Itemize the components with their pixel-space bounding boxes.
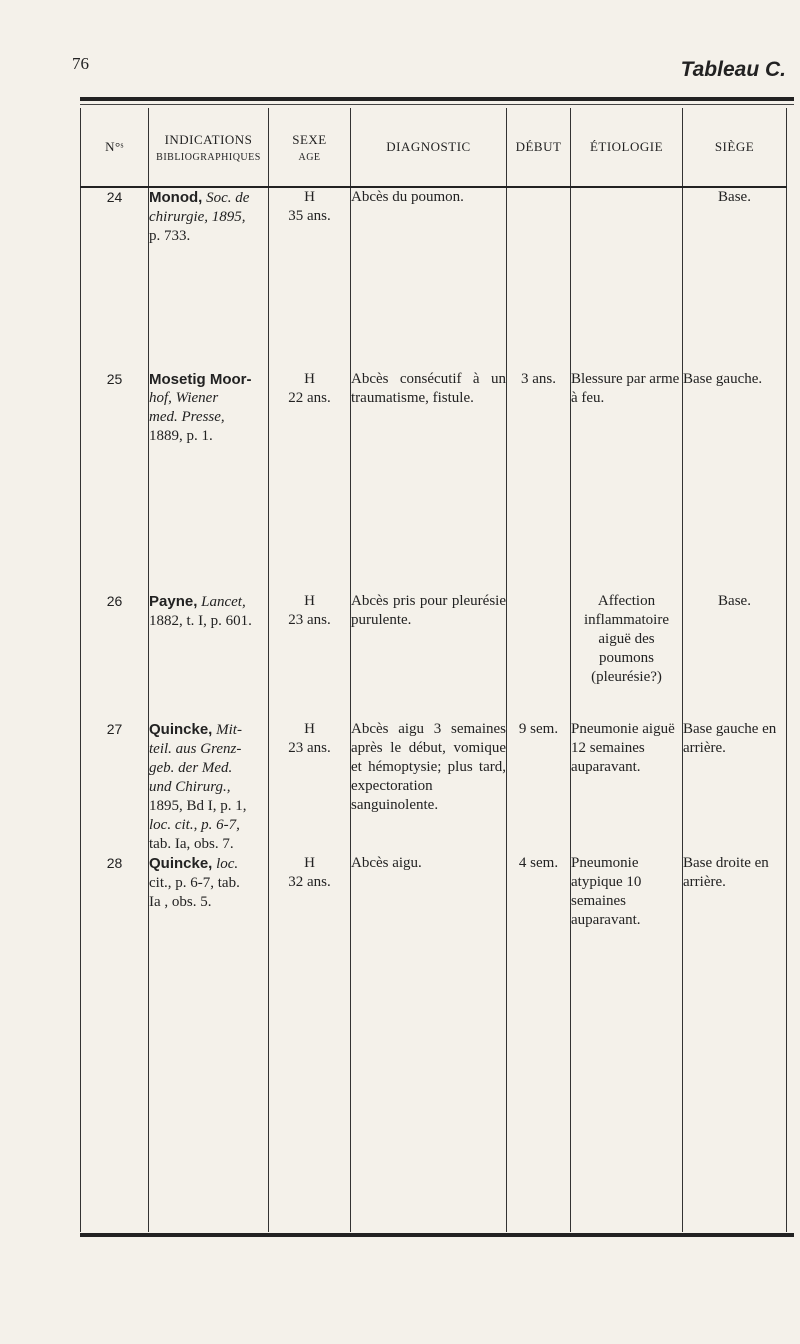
header-age-label: AGE <box>298 151 321 163</box>
author: Quincke, <box>149 721 213 738</box>
sexe: H <box>304 189 315 205</box>
debut: 9 sem. <box>507 720 571 854</box>
age: 32 ans. <box>288 874 331 890</box>
reference-line: loc. cit., p. 6-7, <box>149 817 240 833</box>
reference-line: und Chirurg., <box>149 779 231 795</box>
reference-line: hof, Wiener <box>149 390 219 406</box>
case-number: 28 <box>81 854 149 1232</box>
header-debut: DÉBUT <box>507 108 571 187</box>
reference-line: Soc. de <box>206 190 250 206</box>
diagnostic: Abcès pris pour pleurésie purulente. <box>351 592 507 720</box>
header-num: N°ˢ <box>81 108 149 187</box>
case-number: 27 <box>81 720 149 854</box>
etiologie: Pneumonie aiguë 12 semaines auparavant. <box>571 720 683 854</box>
header-siege: SIÈGE <box>683 108 787 187</box>
age: 22 ans. <box>288 390 331 406</box>
bottom-rule <box>80 1233 794 1237</box>
siege: Base. <box>683 592 787 720</box>
reference-line: 1882, t. I, p. 601. <box>149 613 252 629</box>
sexe-age-cell <box>269 592 351 720</box>
reference-line: Ia , obs. 5. <box>149 894 212 910</box>
diagnostic: Abcès consécutif à un traumatisme, fistule. <box>351 370 507 592</box>
reference-line: chirurgie, 1895, <box>149 209 246 225</box>
reference-line: Lancet, <box>201 594 246 610</box>
diagnostic: Abcès aigu 3 semaines après le début, vomique et hémoptysie; plus tard, expectoration sanguinolente. <box>351 720 507 854</box>
case-number: 26 <box>81 592 149 720</box>
diagnostic: Abcès du poumon. <box>351 187 507 370</box>
reference-line: med. Presse, <box>149 409 225 425</box>
reference-cell <box>149 187 269 370</box>
header-diagnostic: DIAGNOSTIC <box>351 108 507 187</box>
cases-table <box>80 108 787 1232</box>
reference-cell <box>149 720 269 854</box>
etiologie <box>571 187 683 370</box>
top-rule-thin <box>80 104 794 105</box>
reference-line: geb. der Med. <box>149 760 233 776</box>
age: 23 ans. <box>288 612 331 628</box>
sexe: H <box>304 593 315 609</box>
reference-line: Mit- <box>216 722 242 738</box>
header-indications <box>149 108 269 187</box>
header-indications-label: INDICATIONS <box>164 131 253 147</box>
top-rule <box>80 97 794 101</box>
case-number: 25 <box>81 370 149 592</box>
debut <box>507 187 571 370</box>
age: 35 ans. <box>288 208 331 224</box>
reference-line: teil. aus Grenz- <box>149 741 242 757</box>
etiologie: Pneumonie atypique 10 semaines auparavant. <box>571 854 683 1232</box>
reference-cell <box>149 370 269 592</box>
table-title: Tableau C. <box>680 58 786 81</box>
reference-line: loc. <box>216 856 239 872</box>
author: Mosetig Moor- <box>149 371 252 388</box>
header-indications-sub: BIBLIOGRAPHIQUES <box>156 151 261 163</box>
reference-line: 1895, Bd I, p. 1, <box>149 798 247 814</box>
siege: Base gauche en arrière. <box>683 720 787 854</box>
age: 23 ans. <box>288 740 331 756</box>
table-row <box>81 187 787 370</box>
sexe-age-cell <box>269 187 351 370</box>
reference-cell <box>149 592 269 720</box>
reference-line: tab. Ia, obs. 7. <box>149 836 234 852</box>
siege: Base. <box>683 187 787 370</box>
case-number: 24 <box>81 187 149 370</box>
author: Monod, <box>149 189 203 206</box>
table-row <box>81 370 787 592</box>
diagnostic: Abcès aigu. <box>351 854 507 1232</box>
header-sexe <box>269 108 351 187</box>
siege: Base droite en arrière. <box>683 854 787 1232</box>
debut <box>507 592 571 720</box>
sexe-age-cell <box>269 854 351 1232</box>
etiologie: Affection inflammatoire aiguë des poumons (pleurésie?) <box>571 592 683 720</box>
sexe: H <box>304 371 315 387</box>
header-sexe-label: SEXE <box>292 131 327 147</box>
header-etiologie: ÉTIOLOGIE <box>571 108 683 187</box>
sexe-age-cell <box>269 720 351 854</box>
table-row <box>81 854 787 1232</box>
reference-cell <box>149 854 269 1232</box>
author: Quincke, <box>149 855 213 872</box>
sexe: H <box>304 855 315 871</box>
table-row <box>81 720 787 854</box>
sexe: H <box>304 721 315 737</box>
reference-line: 1889, p. 1. <box>149 428 213 444</box>
reference-line: p. 733. <box>149 228 191 244</box>
table-row <box>81 592 787 720</box>
debut: 3 ans. <box>507 370 571 592</box>
header-row <box>81 108 787 187</box>
reference-line: cit., p. 6-7, tab. <box>149 875 240 891</box>
author: Payne, <box>149 593 198 610</box>
page-number: 76 <box>72 54 89 73</box>
debut: 4 sem. <box>507 854 571 1232</box>
sexe-age-cell <box>269 370 351 592</box>
etiologie: Blessure par arme à feu. <box>571 370 683 592</box>
siege: Base gauche. <box>683 370 787 592</box>
